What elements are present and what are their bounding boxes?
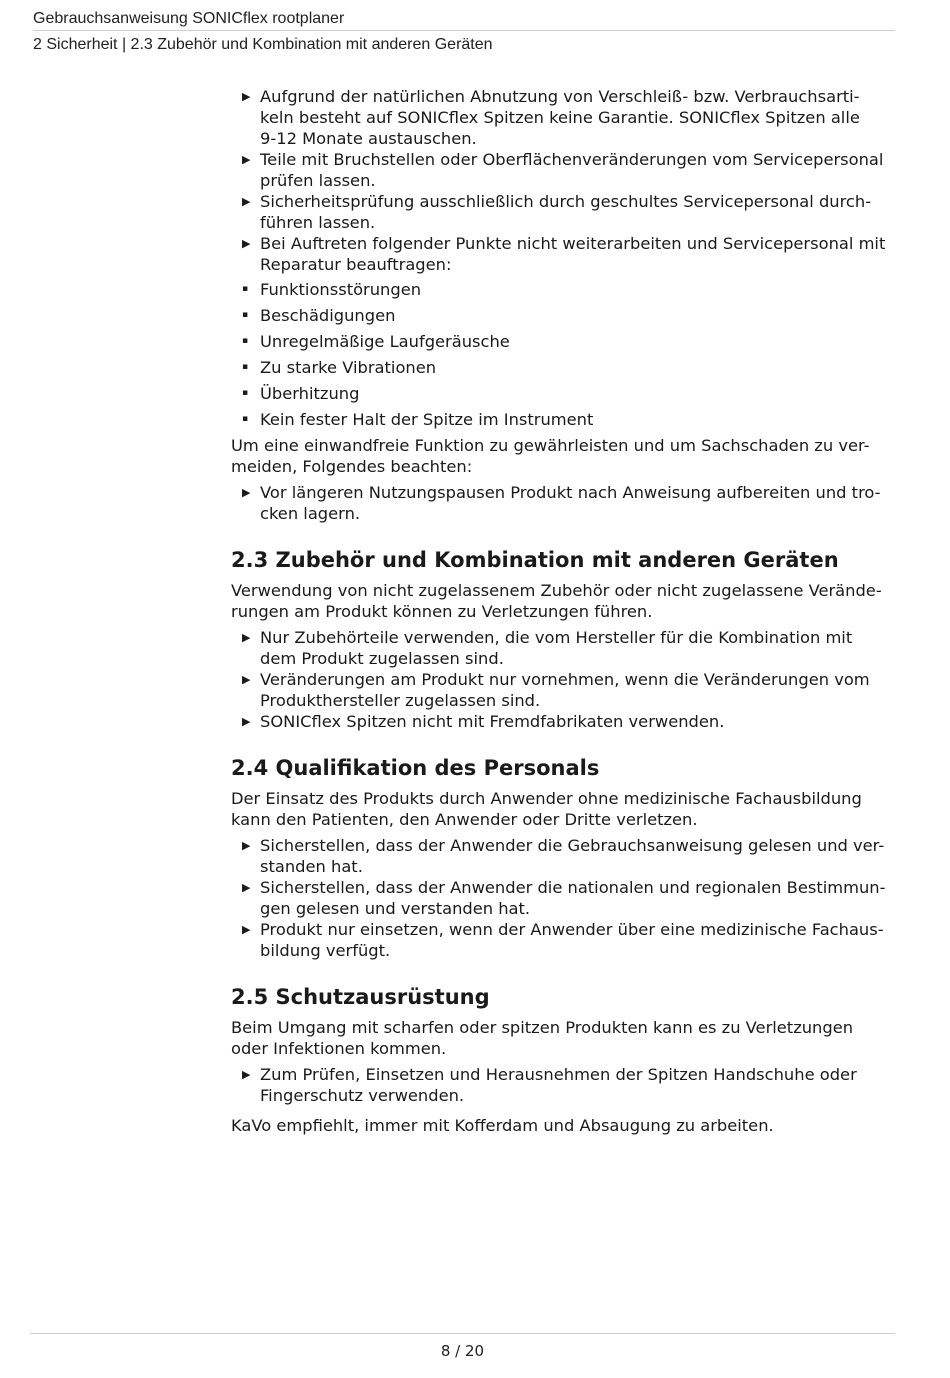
list-item <box>231 383 896 404</box>
list-item <box>231 331 896 352</box>
closing-paragraph: KaVo empfiehlt, immer mit Kofferdam und Absaugung zu arbeiten. <box>231 1116 774 1135</box>
triangle-right-icon: ▶ <box>242 153 251 166</box>
list-item-text: Zum Prüfen, Einsetzen und Herausnehmen der Spitzen Handschuhe oder Fingerschutz verwenden. <box>260 1065 857 1105</box>
triangle-right-icon: ▶ <box>242 1068 251 1081</box>
list-item <box>231 305 896 326</box>
list-item-text: Veränderungen am Produkt nur vornehmen, wenn die Veränderungen vom Produkthersteller zugelassen sind. <box>260 670 870 710</box>
protection-list <box>231 1064 896 1106</box>
triangle-right-icon: ▶ <box>242 195 251 208</box>
breadcrumb: 2 Sicherheit | 2.3 Zubehör und Kombination mit anderen Geräten <box>33 36 493 53</box>
triangle-right-icon: ▶ <box>242 881 251 894</box>
list-item <box>231 279 896 300</box>
list-item <box>231 877 896 919</box>
list-item <box>231 482 896 524</box>
square-bullet-icon: ▪ <box>242 284 249 294</box>
triangle-right-icon: ▶ <box>242 923 251 936</box>
triangle-right-icon: ▶ <box>242 486 251 499</box>
malfunction-list <box>231 279 896 430</box>
triangle-right-icon: ▶ <box>242 839 251 852</box>
list-item <box>231 835 896 877</box>
square-bullet-icon: ▪ <box>242 414 249 424</box>
list-item-text: Nur Zubehörteile verwenden, die vom Hersteller für die Kombination mit dem Produkt zugelassen sind. <box>260 628 853 668</box>
document-title: Gebrauchsanweisung SONICflex rootplaner <box>33 8 895 31</box>
section-heading-accessories: 2.3 Zubehör und Kombination mit anderen Geräten <box>231 548 839 572</box>
square-bullet-icon: ▪ <box>242 336 249 346</box>
triangle-right-icon: ▶ <box>242 715 251 728</box>
section-heading-qualification: 2.4 Qualifikation des Personals <box>231 756 600 780</box>
triangle-right-icon: ▶ <box>242 631 251 644</box>
list-item <box>231 191 896 233</box>
page-header <box>33 8 895 56</box>
list-item-text: SONICflex Spitzen nicht mit Fremdfabrikaten verwenden. <box>260 712 725 731</box>
list-item-text: Aufgrund der natürlichen Abnutzung von Verschleiß- bzw. Verbrauchsarti- keln besteht auf SONICflex Spitzen keine Garantie. SONICflex Spitzen alle 9-12 Monate austauschen. <box>260 87 860 148</box>
list-item <box>231 357 896 378</box>
list-item <box>231 1064 896 1106</box>
page-footer <box>30 1333 895 1360</box>
square-bullet-icon: ▪ <box>242 362 249 372</box>
list-item <box>231 233 896 275</box>
list-item-text: Überhitzung <box>260 384 360 403</box>
triangle-right-icon: ▶ <box>242 90 251 103</box>
list-item-text: Kein fester Halt der Spitze im Instrument <box>260 410 594 429</box>
list-item-text: Sicherstellen, dass der Anwender die Gebrauchsanweisung gelesen und ver- standen hat. <box>260 836 885 876</box>
list-item <box>231 627 896 669</box>
list-item <box>231 669 896 711</box>
list-item-text: Sicherheitsprüfung ausschließlich durch geschultes Servicepersonal durch- führen lassen. <box>260 192 872 232</box>
list-item-text: Unregelmäßige Laufgeräusche <box>260 332 510 351</box>
intro-list <box>231 86 896 275</box>
list-item <box>231 919 896 961</box>
list-item-text: Bei Auftreten folgender Punkte nicht weiterarbeiten und Servicepersonal mit Reparatur beauftragen: <box>260 234 886 274</box>
triangle-right-icon: ▶ <box>242 673 251 686</box>
accessories-list <box>231 627 896 732</box>
list-item-text: Beschädigungen <box>260 306 396 325</box>
list-item-text: Produkt nur einsetzen, wenn der Anwender über eine medizinische Fachaus- bildung verfügt. <box>260 920 884 960</box>
function-list <box>231 482 896 524</box>
section-intro-qualification: Der Einsatz des Produkts durch Anwender ohne medizinische Fachausbildung kann den Patienten, den Anwender oder Dritte verletzen. <box>231 789 862 829</box>
page-number: 8 / 20 <box>440 1342 485 1360</box>
function-paragraph: Um eine einwandfreie Funktion zu gewährleisten und um Sachschaden zu ver- meiden, Folgendes beachten: <box>231 436 870 476</box>
list-item <box>231 86 896 149</box>
page-content <box>231 86 896 1136</box>
square-bullet-icon: ▪ <box>242 310 249 320</box>
triangle-right-icon: ▶ <box>242 237 251 250</box>
section-intro-accessories: Verwendung von nicht zugelassenem Zubehör oder nicht zugelassene Verände- rungen am Produkt können zu Verletzungen führen. <box>231 581 882 621</box>
list-item <box>231 149 896 191</box>
qualification-list <box>231 835 896 961</box>
section-heading-protection: 2.5 Schutzausrüstung <box>231 985 490 1009</box>
square-bullet-icon: ▪ <box>242 388 249 398</box>
list-item <box>231 711 896 732</box>
list-item-text: Vor längeren Nutzungspausen Produkt nach Anweisung aufbereiten und tro- cken lagern. <box>260 483 881 523</box>
list-item <box>231 409 896 430</box>
list-item-text: Teile mit Bruchstellen oder Oberflächenveränderungen vom Servicepersonal prüfen lassen. <box>260 150 884 190</box>
list-item-text: Funktionsstörungen <box>260 280 422 299</box>
section-intro-protection: Beim Umgang mit scharfen oder spitzen Produkten kann es zu Verletzungen oder Infektionen kommen. <box>231 1018 854 1058</box>
list-item-text: Sicherstellen, dass der Anwender die nationalen und regionalen Bestimmun- gen gelesen und verstanden hat. <box>260 878 886 918</box>
list-item-text: Zu starke Vibrationen <box>260 358 437 377</box>
